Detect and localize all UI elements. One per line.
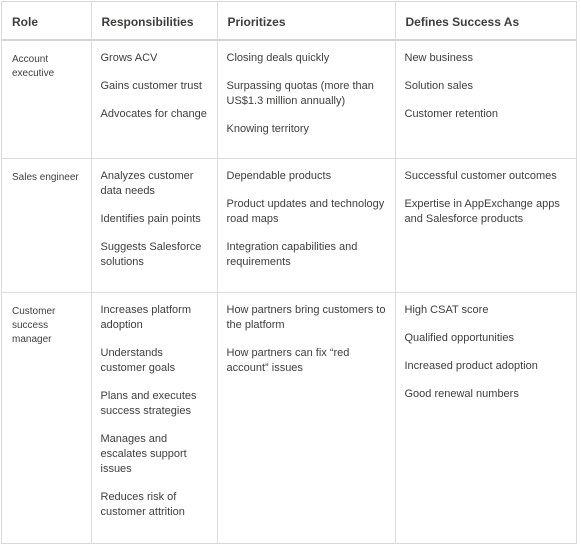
- list-item: Product updates and technology road maps: [226, 197, 385, 225]
- role-cell: Account executive: [2, 40, 91, 158]
- responsibilities-cell: [91, 40, 217, 158]
- list-item: Customer retention: [404, 108, 499, 120]
- success-cell: [395, 40, 576, 158]
- list-item: Grows ACV: [100, 52, 158, 64]
- success-cell: [395, 292, 576, 543]
- list-item: Advocates for change: [100, 108, 207, 120]
- list-item: How partners can fix “red account” issues: [226, 346, 350, 374]
- list-item: Suggests Salesforce solutions: [100, 240, 202, 268]
- list-item: Closing deals quickly: [226, 52, 330, 64]
- prioritizes-cell: [217, 292, 395, 543]
- success-cell: [395, 158, 576, 292]
- list-item: Surpassing quotas (more than US$1.3 million annually): [226, 80, 374, 107]
- column-header-success: Defines Success As: [395, 2, 576, 40]
- role-cell: Customer success manager: [2, 292, 91, 543]
- list-item: Analyzes customer data needs: [100, 169, 194, 197]
- table-header-row: [2, 2, 576, 40]
- list-item: Dependable products: [226, 169, 332, 182]
- roles-table: [2, 2, 576, 543]
- role-cell: Sales engineer: [2, 158, 91, 292]
- list-item: Solution sales: [404, 80, 473, 92]
- list-item: Reduces risk of customer attrition: [100, 490, 185, 518]
- list-item: Manages and escalates support issues: [100, 432, 187, 475]
- table-row-account-executive: [2, 40, 576, 158]
- responsibilities-cell: [91, 158, 217, 292]
- list-item: Plans and executes success strategies: [100, 389, 197, 417]
- list-item: Integration capabilities and requirements: [226, 240, 358, 268]
- list-item: Successful customer outcomes: [404, 169, 557, 182]
- list-item: Expertise in AppExchange apps and Salesforce products: [404, 197, 560, 225]
- prioritizes-cell: [217, 158, 395, 292]
- list-item: Gains customer trust: [100, 80, 202, 92]
- list-item: Identifies pain points: [100, 212, 201, 225]
- prioritizes-cell: [217, 40, 395, 158]
- list-item: Qualified opportunities: [404, 331, 514, 344]
- list-item: High CSAT score: [404, 303, 489, 316]
- list-item: Knowing territory: [226, 123, 310, 135]
- list-item: Increased product adoption: [404, 359, 538, 372]
- list-item: Increases platform adoption: [100, 303, 191, 331]
- list-item: Good renewal numbers: [404, 387, 519, 400]
- list-item: How partners bring customers to the platform: [226, 303, 386, 331]
- column-header-responsibilities: Responsibilities: [91, 2, 217, 40]
- table-row-sales-engineer: [2, 158, 576, 292]
- list-item: Understands customer goals: [100, 346, 176, 374]
- roles-table-container: [1, 1, 577, 544]
- list-item: New business: [404, 52, 473, 64]
- column-header-prioritizes: Prioritizes: [217, 2, 395, 40]
- responsibilities-cell: [91, 292, 217, 543]
- column-header-role: Role: [2, 2, 91, 40]
- table-row-customer-success-manager: [2, 292, 576, 543]
